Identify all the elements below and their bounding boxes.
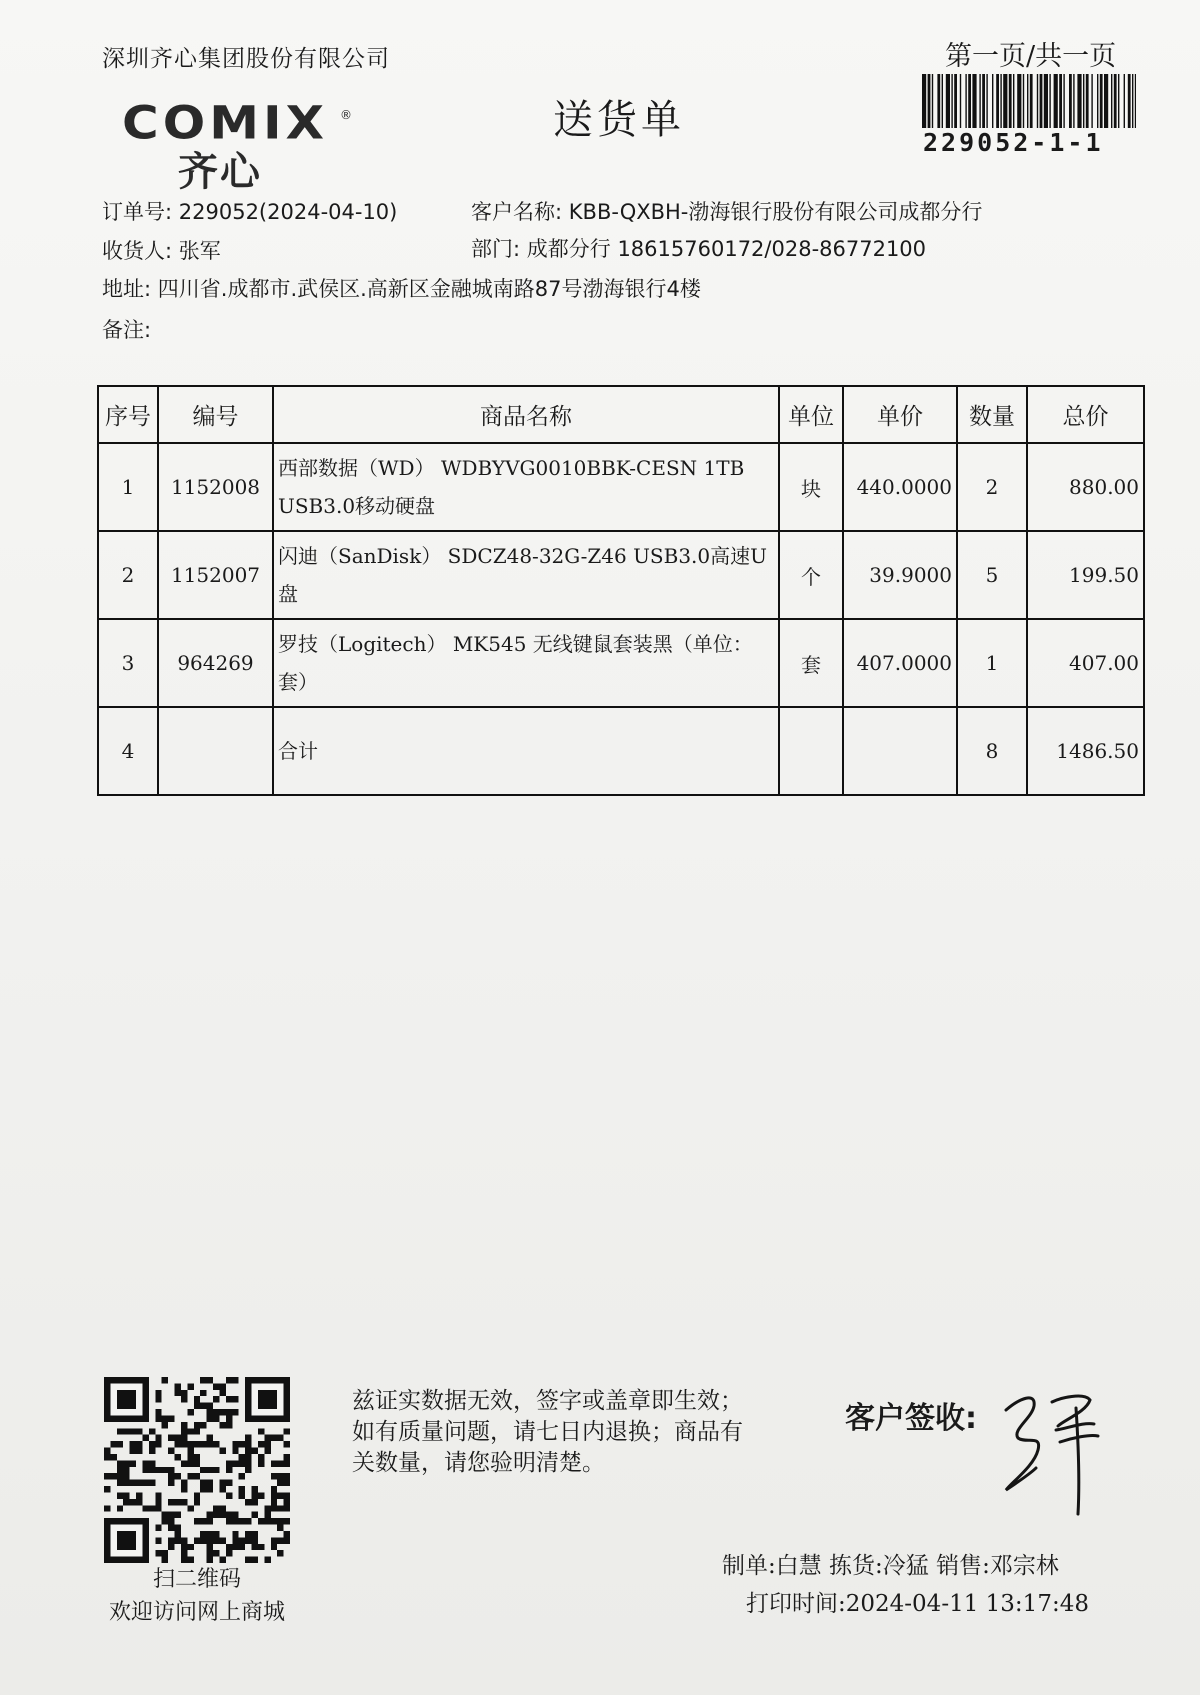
items-table — [97, 385, 1145, 796]
cell-unit: 个 — [779, 531, 843, 619]
order-number-label: 订单号: — [102, 200, 173, 224]
qr-caption-mall: 欢迎访问网上商城 — [108, 1600, 285, 1625]
header-quantity: 数量 — [957, 386, 1027, 443]
cell-total-quantity: 8 — [957, 707, 1027, 795]
cell-total: 880.00 — [1027, 443, 1144, 531]
cell-seq: 2 — [98, 531, 158, 619]
receiver-row — [102, 235, 221, 265]
cell-total: 407.00 — [1027, 619, 1144, 707]
cell-total-label: 合计 — [273, 707, 779, 795]
header-product-name: 商品名称 — [273, 386, 779, 443]
cell-code: 1152007 — [158, 531, 273, 619]
registered-mark: ® — [340, 108, 352, 122]
cell-unit-price — [843, 707, 957, 795]
cell-total: 199.50 — [1027, 531, 1144, 619]
cell-unit — [779, 707, 843, 795]
company-name: 深圳齐心集团股份有限公司 — [102, 46, 390, 72]
cell-product-name: 闪迪（SanDisk） SDCZ48-32G-Z46 USB3.0高速U盘 — [273, 531, 779, 619]
cell-unit: 块 — [779, 443, 843, 531]
document-title: 送货单 — [553, 97, 685, 143]
cell-seq: 3 — [98, 619, 158, 707]
cell-unit-price: 440.0000 — [843, 443, 957, 531]
table-row — [98, 531, 1144, 619]
cell-product-name: 罗技（Logitech） MK545 无线键鼠套装黑（单位：套） — [273, 619, 779, 707]
barcode-icon — [922, 74, 1136, 128]
table-total-row — [98, 707, 1144, 795]
cell-product-name: 西部数据（WD） WDBYVG0010BBK-CESN 1TB USB3.0移动硬盘 — [273, 443, 779, 531]
page-indicator: 第一页/共一页 — [945, 41, 1117, 72]
order-number-value: 229052(2024-04-10) — [178, 200, 398, 224]
qr-code-icon — [104, 1377, 290, 1563]
header-total: 总价 — [1027, 386, 1144, 443]
cell-code — [158, 707, 273, 795]
staff-line: 制单:白慧 拣货:冷猛 销售:邓宗林 — [722, 1553, 1059, 1579]
remark-row — [102, 314, 151, 344]
cell-grand-total: 1486.50 — [1027, 707, 1144, 795]
qr-caption-scan: 扫二维码 — [152, 1567, 241, 1592]
cell-seq: 4 — [98, 707, 158, 795]
address-label: 地址: — [102, 277, 152, 301]
header-unit: 单位 — [779, 386, 843, 443]
customer-name-row — [471, 196, 982, 226]
customer-name-value: KBB-QXBH-渤海银行股份有限公司成都分行 — [568, 200, 983, 224]
address-value: 四川省.成都市.武侯区.高新区金融城南路87号渤海银行4楼 — [157, 277, 701, 301]
cell-quantity: 2 — [957, 443, 1027, 531]
header-code: 编号 — [158, 386, 273, 443]
header-seq: 序号 — [98, 386, 158, 443]
cell-quantity: 1 — [957, 619, 1027, 707]
header-unit-price: 单价 — [843, 386, 957, 443]
print-time: 打印时间:2024-04-11 13:17:48 — [746, 1591, 1089, 1617]
customer-name-label: 客户名称: — [471, 200, 563, 224]
table-row — [98, 443, 1144, 531]
cell-unit-price: 39.9000 — [843, 531, 957, 619]
comix-logo: COMIX — [122, 96, 329, 150]
cell-quantity: 5 — [957, 531, 1027, 619]
handwritten-signature — [998, 1378, 1108, 1518]
customer-sign-label: 客户签收: — [845, 1401, 977, 1436]
table-row — [98, 619, 1144, 707]
cell-unit-price: 407.0000 — [843, 619, 957, 707]
table-header-row — [98, 386, 1144, 443]
order-number-row — [102, 196, 397, 226]
department-row — [471, 233, 926, 263]
cell-code: 964269 — [158, 619, 273, 707]
cell-seq: 1 — [98, 443, 158, 531]
department-value: 成都分行 18615760172/028-86772100 — [526, 237, 927, 261]
address-row — [102, 273, 701, 303]
receiver-value: 张军 — [178, 239, 221, 263]
notice-text: 兹证实数据无效，签字或盖章即生效；如有质量问题，请七日内退换；商品有关数量，请您验明清楚。 — [352, 1388, 743, 1476]
comix-logo-cn: 齐心 — [178, 149, 262, 195]
department-label: 部门: — [471, 237, 521, 261]
receiver-label: 收货人: — [102, 239, 173, 263]
remark-label: 备注: — [102, 318, 152, 342]
barcode-number: 229052-1-1 — [923, 128, 1104, 157]
cell-unit: 套 — [779, 619, 843, 707]
cell-code: 1152008 — [158, 443, 273, 531]
